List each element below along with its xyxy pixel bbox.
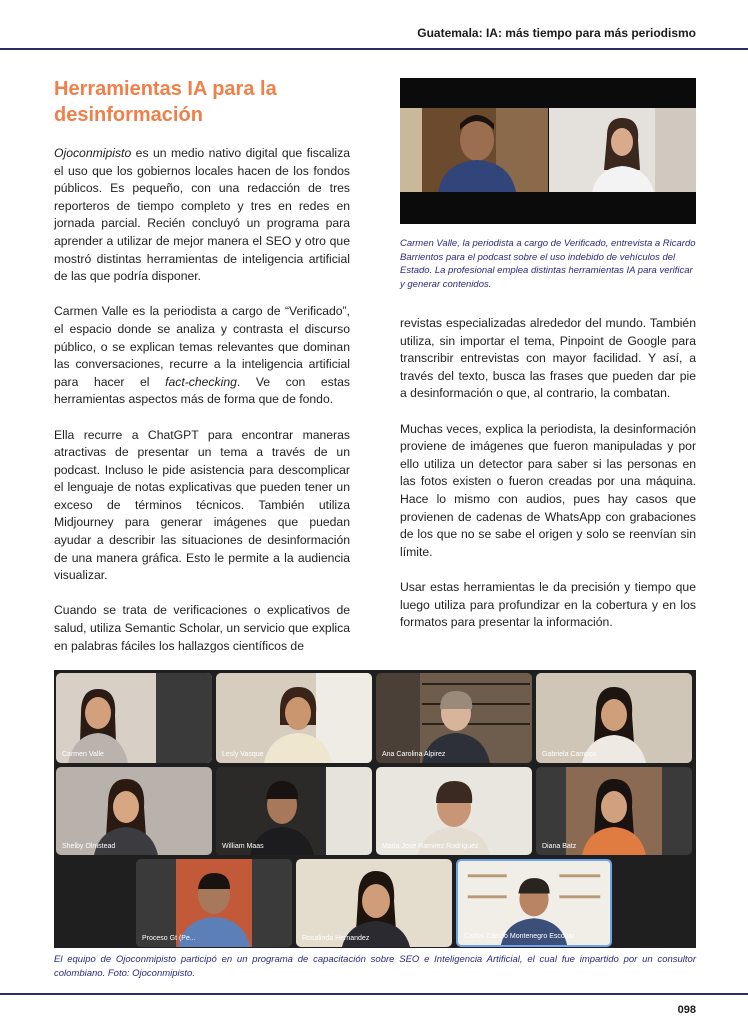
video-call-photo — [54, 670, 696, 948]
participant-tile — [136, 859, 292, 947]
fact-checking-term: fact-checking — [165, 374, 237, 389]
paragraph-4: Cuando se trata de verificaciones o explicativos de salud, utiliza Semantic Scholar, un servicio que explica en palabras fáciles los hallazgos científicos de — [54, 603, 350, 653]
participant-name: Carmen Valle — [62, 751, 104, 758]
participant-tile — [536, 673, 692, 763]
header-divider — [0, 48, 748, 50]
left-column — [54, 145, 350, 655]
group-photo-caption: El equipo de Ojoconmipisto participó en un programa de capacitación sobre SEO e Inteligencia Artificial, el cual fue impartido por un consultor colombiano. Foto: Ojoconmipisto. — [54, 954, 696, 979]
paragraph-3: Ella recurre a ChatGPT para encontrar maneras atractivas de presentar un tema a través de un podcast. Incluso le pide asistencia para descomplicar el lenguaje de notas explicativas que pueden tener un exceso de términos técnicos. También utiliza Midjourney para generar imágenes que puedan ayudar a describir las situaciones de desinformación de una manera gráfica. Esto le permite a la audiencia visualizar. — [54, 427, 350, 583]
interview-photo-caption: Carmen Valle, la periodista a cargo de Verificado, entrevista a Ricardo Barrientos para el podcast sobre el uso indebido de vehículos del Estado. La profesional emplea distintas herramientas IA para verificar y generar contenidos. — [400, 238, 696, 290]
paragraph-2-text-b: . Ve con estas herramientas aspectos más de forma que de fondo. — [54, 374, 350, 407]
participant-tile — [376, 673, 532, 763]
interview-photo — [400, 78, 696, 224]
footer-divider — [0, 993, 748, 995]
page-header — [0, 0, 748, 52]
section-title: Herramientas IA para la desinformación — [54, 78, 277, 126]
participant-tile — [536, 767, 692, 855]
paragraph-2-text-a: Carmen Valle es la periodista a cargo de “Verificado”, el espacio donde se analiza y contrasta el discurso público, o se explican temas relevantes que dominan las conversaciones, recurre a la inteligencia artificial para hacer el — [54, 304, 350, 389]
participant-name: Ana Carolina Alpirez — [382, 751, 446, 758]
participant-tile — [56, 673, 212, 763]
header-title: Guatemala: IA: más tiempo para más periodismo — [417, 26, 696, 40]
participant-name: Maria Jose Ramirez Rodríguez — [382, 843, 479, 850]
participant-tile — [456, 859, 612, 947]
participant-tile — [376, 767, 532, 855]
participant-tile — [56, 767, 212, 855]
paragraph-5: revistas especializadas alrededor del mundo. También utiliza, sin importar el tema, Pinpoint de Google para transcribir entrevistas con mayor facilidad. Y así, a través del texto, busca las frases que pueden dar pie a desinformación o que, al contrario, la combatan. — [400, 316, 696, 401]
participant-tile — [216, 767, 372, 855]
participant-name: Proceso Gt (Pe... — [142, 935, 196, 942]
paragraph-7: Usar estas herramientas le da precisión y tiempo que luego utiliza para profundizar en la cobertura y en los formatos para presentar la información. — [400, 579, 696, 630]
paragraph-1 — [54, 145, 350, 286]
paragraph-2 — [54, 303, 350, 409]
participant-name: Gabriela Campos — [542, 751, 597, 758]
participant-tile — [216, 673, 372, 763]
participant-name: William Maas — [222, 843, 264, 850]
paragraph-1-text: es un medio nativo digital que fiscaliza el uso que los gobiernos locales hacen de los fondos públicos. Es pequeño, con una redacción de tres reporteros de tiempo completo y tres en redes en jornada parcial. Recién concluyó un programa para aprender a utilizar de mejor manera el SEO y otro que mostró distintas herramientas de inteligencia artificial de las que podría disponer. — [54, 146, 350, 284]
paragraph-6: Muchas veces, explica la periodista, la desinformación proviene de imágenes que fueron manipuladas y por ello utiliza un detector para saber si las personas en las fotos existen o fueron creadas por una máquina. Hace lo mismo con audios, pues hay casos que provienen de cadenas de WhatsApp con grabaciones de los que no se sabe el origen y solo se reenvían sin límite. — [400, 421, 696, 559]
participant-name: Carlos Camilo Montenegro Escobar — [464, 933, 575, 940]
participant-name: Diana Batz — [542, 843, 577, 850]
participant-tile — [296, 859, 452, 947]
right-column — [400, 315, 696, 632]
page-number: 098 — [677, 1004, 696, 1016]
participant-name: Lesly Vasque — [222, 751, 264, 758]
media-name: Ojoconmipisto — [54, 146, 132, 160]
participant-name: Rosalinda Hernandez — [302, 935, 370, 942]
participant-name: Shelby Olmstead — [62, 843, 116, 850]
